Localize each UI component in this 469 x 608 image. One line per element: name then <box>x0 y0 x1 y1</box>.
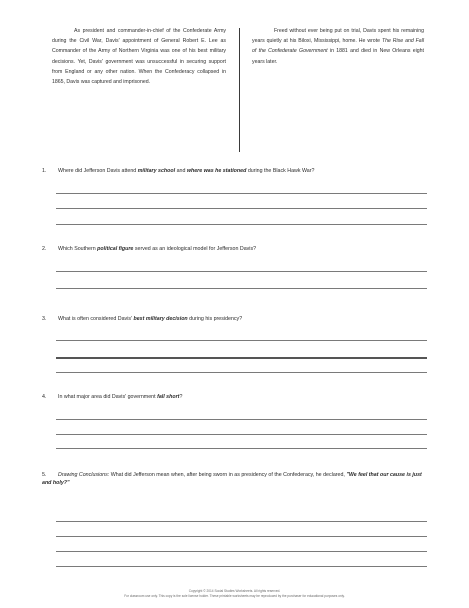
question-text-segment: during his presidency? <box>187 316 243 322</box>
question-3 <box>42 315 432 323</box>
answer-line[interactable] <box>56 448 427 449</box>
question-text-segment: during the Black Hawk War? <box>246 168 315 174</box>
footer-line-1: Copyright © 2014 Social Studies Worksheets. All rights reserved. <box>188 589 281 593</box>
footer-line-2: For classroom use only. This copy is the sole license holder. These printable worksheets may be reproduced by the purchaser for educational purposes only. <box>124 594 345 598</box>
emphasized-phrase: Drawing Conclusions <box>58 472 108 478</box>
answer-line[interactable] <box>56 193 427 194</box>
answer-line[interactable] <box>56 419 427 420</box>
question-text-segment: and <box>175 168 187 174</box>
intro-left-text: As president and commander-in-chief of the Confederate Army during the Civil War, Davis' appointment of General Robert E. Lee as Commander of the Army of Northern Virginia was one of his best military decisions. Yet, Davis' government was unsuccessful in securing support from England or any other nation. When the Confederacy collapsed in 1865, Davis was captured and imprisoned. <box>52 28 226 86</box>
question-text <box>58 394 182 400</box>
emphasized-phrase: best military decision <box>133 316 188 322</box>
emphasized-phrase: political figure <box>97 246 134 252</box>
column-divider <box>239 28 240 152</box>
question-text <box>58 316 242 322</box>
question-1 <box>42 167 432 175</box>
answer-line[interactable] <box>56 536 427 537</box>
intro-right-text-post: in 1881 and died in New Orleans eight years later. <box>252 48 424 65</box>
question-number: 4. <box>42 394 47 400</box>
question-number: 2. <box>42 246 47 252</box>
answer-line[interactable] <box>56 566 427 567</box>
question-text-segment: : What did Jefferson mean when, after being sworn in as presidency of the Confederacy, he declared, <box>107 472 347 478</box>
intro-right-column <box>252 26 424 67</box>
answer-line[interactable] <box>56 288 427 289</box>
question-number: 3. <box>42 316 47 322</box>
question-4 <box>42 393 432 401</box>
answer-line[interactable] <box>56 551 427 552</box>
intro-right-text-pre: Freed without ever being put on trial, Davis spent his remaining years quietly at his Biloxi, Mississippi, home. He wrote <box>252 28 424 45</box>
emphasized-phrase: "We feel that our cause is just and holy?" <box>42 472 422 486</box>
question-5 <box>42 471 430 487</box>
question-number: 1. <box>42 168 47 174</box>
question-text-segment: Which Southern <box>58 246 98 252</box>
answer-line[interactable] <box>56 271 427 272</box>
question-number: 5. <box>42 472 47 478</box>
emphasized-phrase: fall short <box>157 394 180 400</box>
answer-line[interactable] <box>56 434 427 435</box>
answer-line[interactable] <box>56 521 427 522</box>
question-2 <box>42 245 432 253</box>
intro-left-column <box>52 26 226 87</box>
answer-line[interactable] <box>56 372 427 373</box>
answer-line[interactable] <box>56 208 427 209</box>
question-text-segment: In what major area did Davis' government <box>58 394 158 400</box>
question-text-segment: ? <box>179 394 183 400</box>
copyright-footer <box>0 589 469 599</box>
question-text <box>42 472 422 486</box>
emphasized-phrase: where was he stationed <box>186 168 247 174</box>
question-text <box>58 246 256 252</box>
answer-line[interactable] <box>56 224 427 225</box>
book-title: The Rise and Fall of the Confederate Government <box>252 38 425 55</box>
answer-line[interactable] <box>56 340 427 341</box>
emphasized-phrase: military school <box>137 168 176 174</box>
question-text <box>58 168 314 174</box>
answer-line[interactable] <box>56 357 427 359</box>
question-text-segment: Where did Jefferson Davis attend <box>58 168 138 174</box>
question-text-segment: What is often considered Davis' <box>58 316 134 322</box>
question-text-segment: served as an ideological model for Jefferson Davis? <box>133 246 257 252</box>
